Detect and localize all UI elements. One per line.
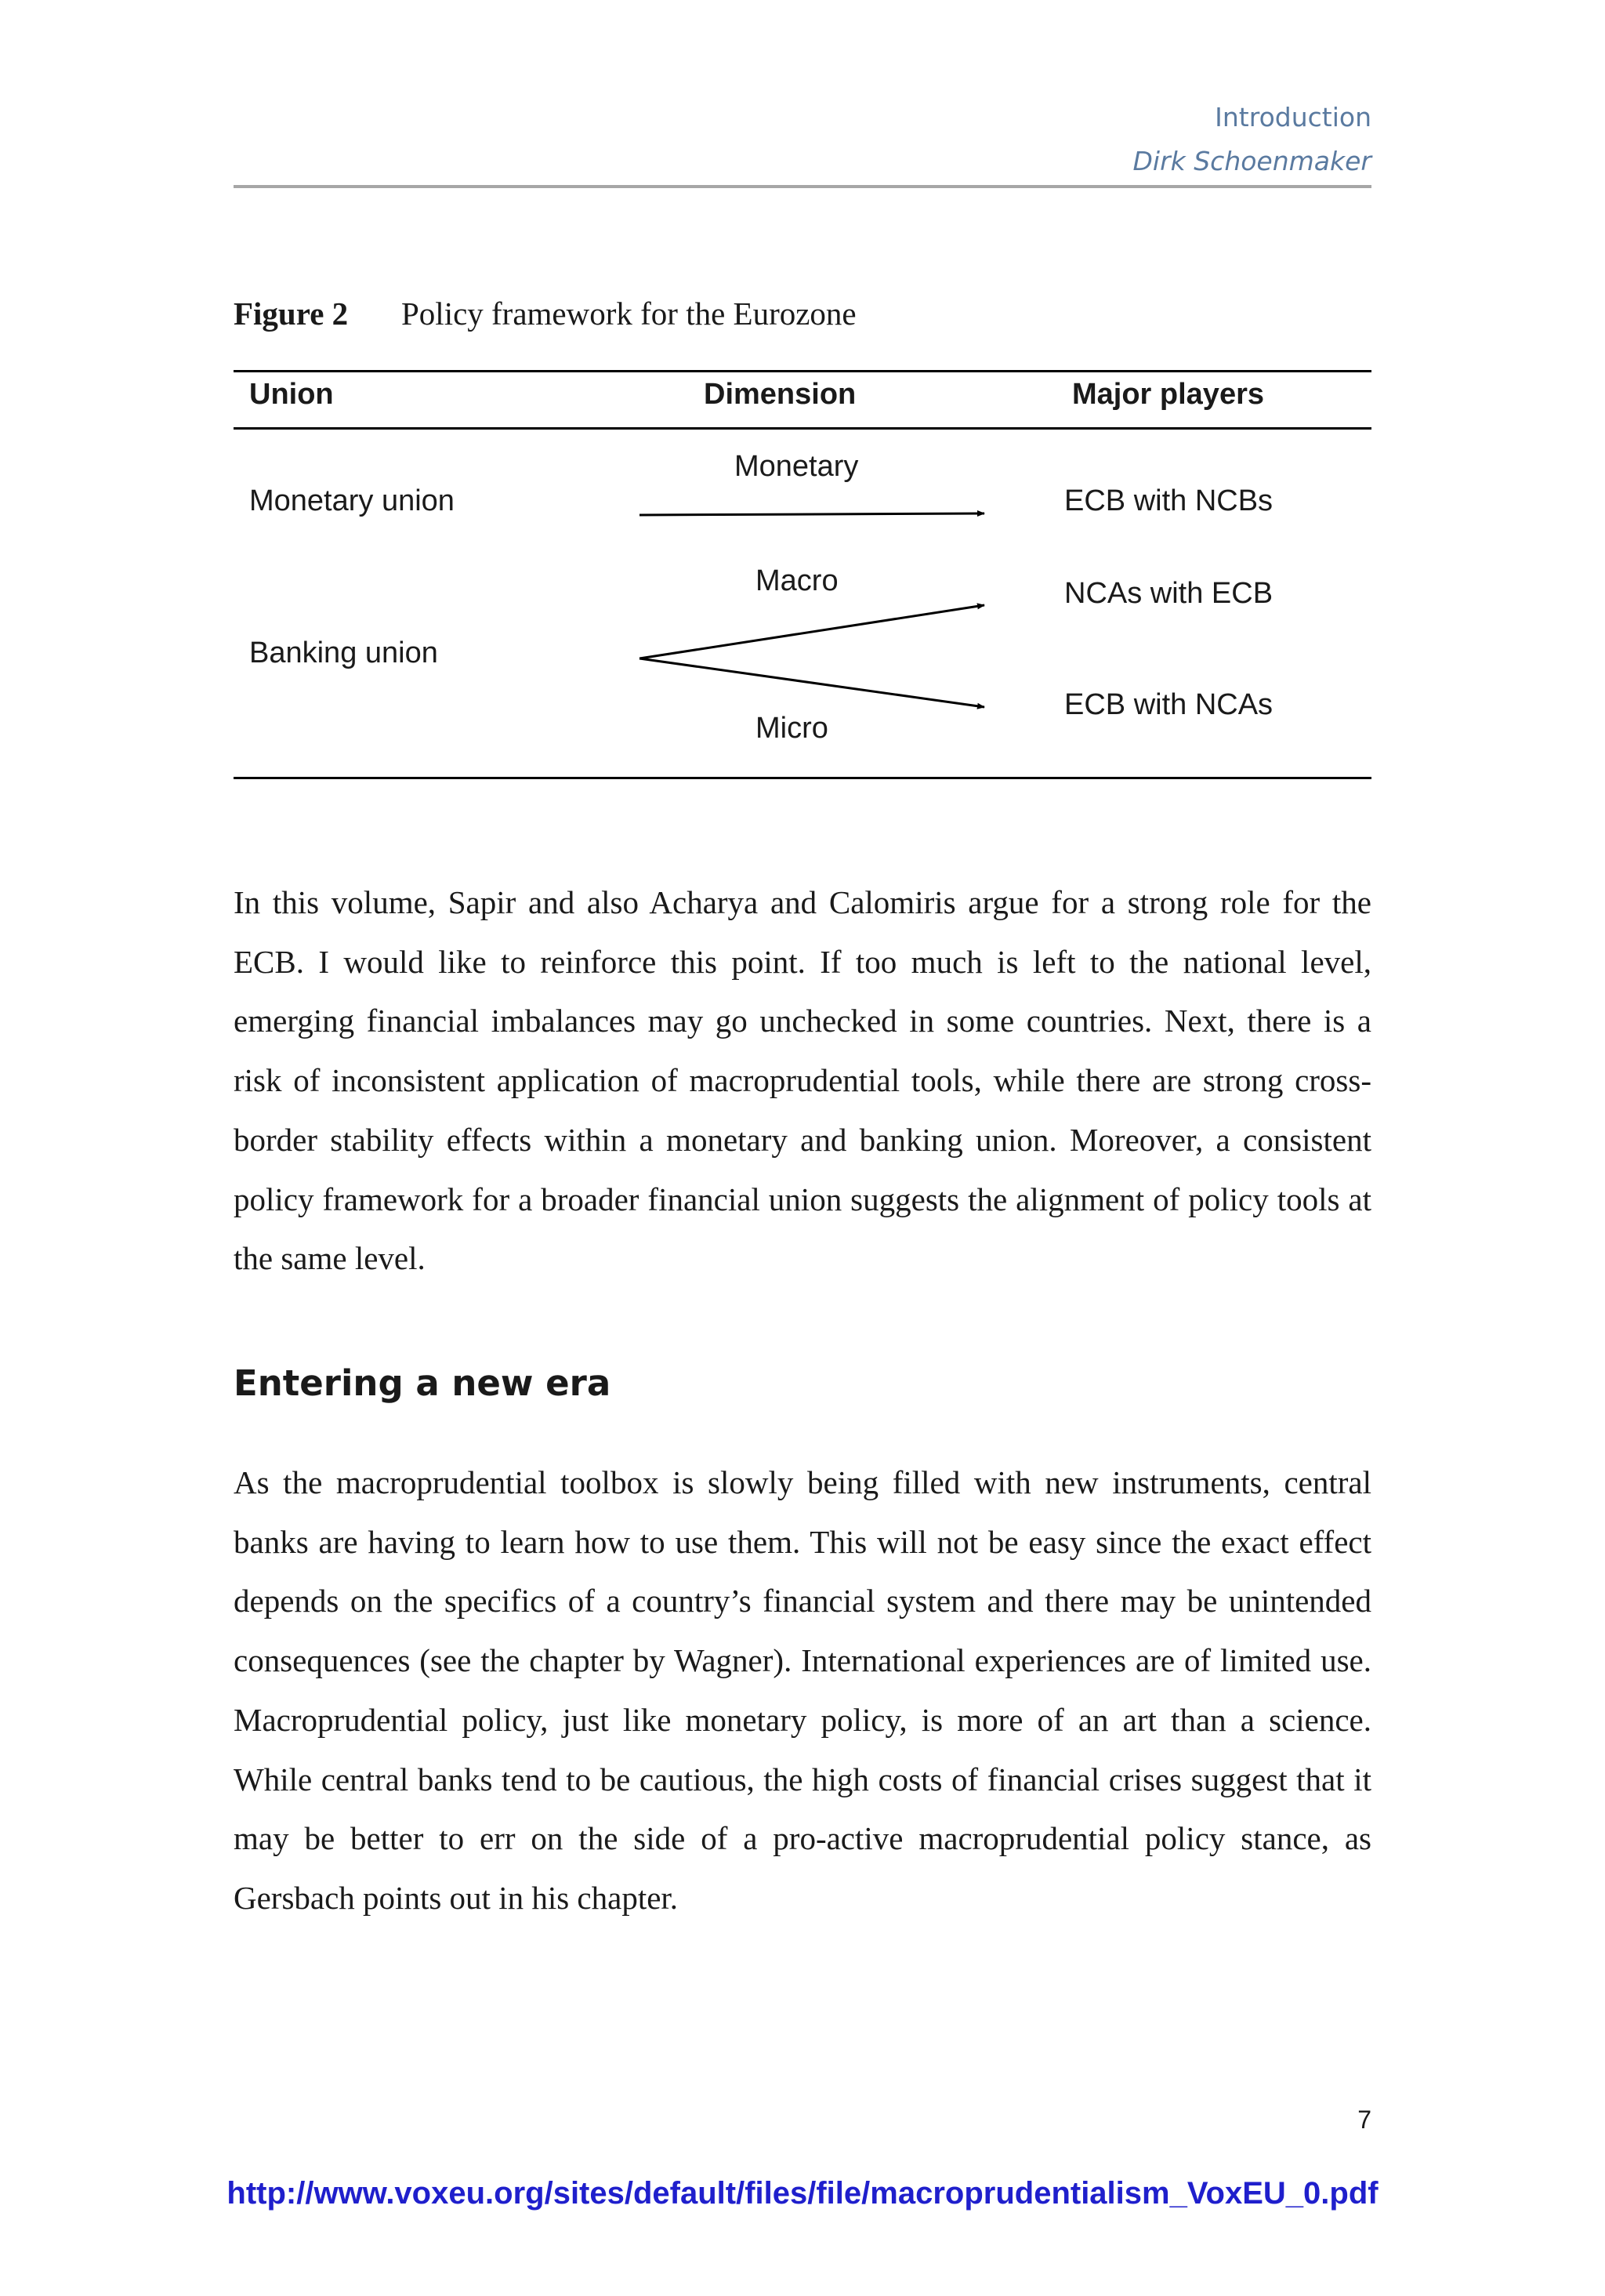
page-number: 7	[1357, 2106, 1371, 2134]
dimension-macro: Macro	[755, 564, 839, 597]
source-url-link[interactable]: http://www.voxeu.org/sites/default/files/file/macroprudentialism_VoxEU_0.pdf	[226, 2176, 1379, 2211]
union-monetary: Monetary union	[249, 484, 455, 517]
figure-label: Figure 2	[234, 296, 349, 332]
dimension-monetary: Monetary	[734, 450, 859, 483]
column-header-major-players: Major players	[1072, 378, 1264, 411]
section-heading: Entering a new era	[234, 1362, 611, 1404]
player-ecb-with-ncas: ECB with NCAs	[1064, 688, 1273, 721]
column-header-dimension: Dimension	[704, 378, 857, 411]
body-paragraph-2: As the macroprudential toolbox is slowly being filled with new instruments, central banks are having to learn how to use them. This will not be easy since the exact effect depends on the specifics of a country’s financial system and there may be unintended consequences (see the chapter by Wagner). International experiences are of limited use. Macroprudential policy, just like monetary policy, is more of an art than a science. While central banks tend to be cautious, the high costs of financial crises suggest that it may be better to err on the side of a pro-active macroprudential policy stance, as Gersbach points out in his chapter.	[234, 1464, 1371, 1916]
arrow-macro	[639, 605, 984, 658]
union-banking: Banking union	[249, 637, 438, 669]
column-header-union: Union	[249, 378, 334, 411]
running-head-author: Dirk Schoenmaker	[1132, 146, 1371, 176]
player-ecb-with-ncbs: ECB with NCBs	[1064, 484, 1273, 517]
body-paragraph-1: In this volume, Sapir and also Acharya and Calomiris argue for a strong role for the ECB. I would like to reinforce this point. If too much is left to the national level, emerging financial imbalances may go unchecked in some countries. Next, there is a risk of inconsistent application of macroprudential tools, while there are strong cross-border stability effects within a monetary and banking union. Moreover, a consistent policy framework for a broader financial union suggests the alignment of policy tools at the same level.	[234, 884, 1371, 1277]
arrow-monetary	[639, 513, 984, 515]
arrow-micro	[639, 658, 984, 707]
figure-title: Policy framework for the Eurozone	[401, 296, 857, 332]
running-head-section: Introduction	[1215, 102, 1371, 132]
dimension-micro: Micro	[755, 712, 828, 745]
player-ncas-with-ecb: NCAs with ECB	[1064, 577, 1273, 610]
